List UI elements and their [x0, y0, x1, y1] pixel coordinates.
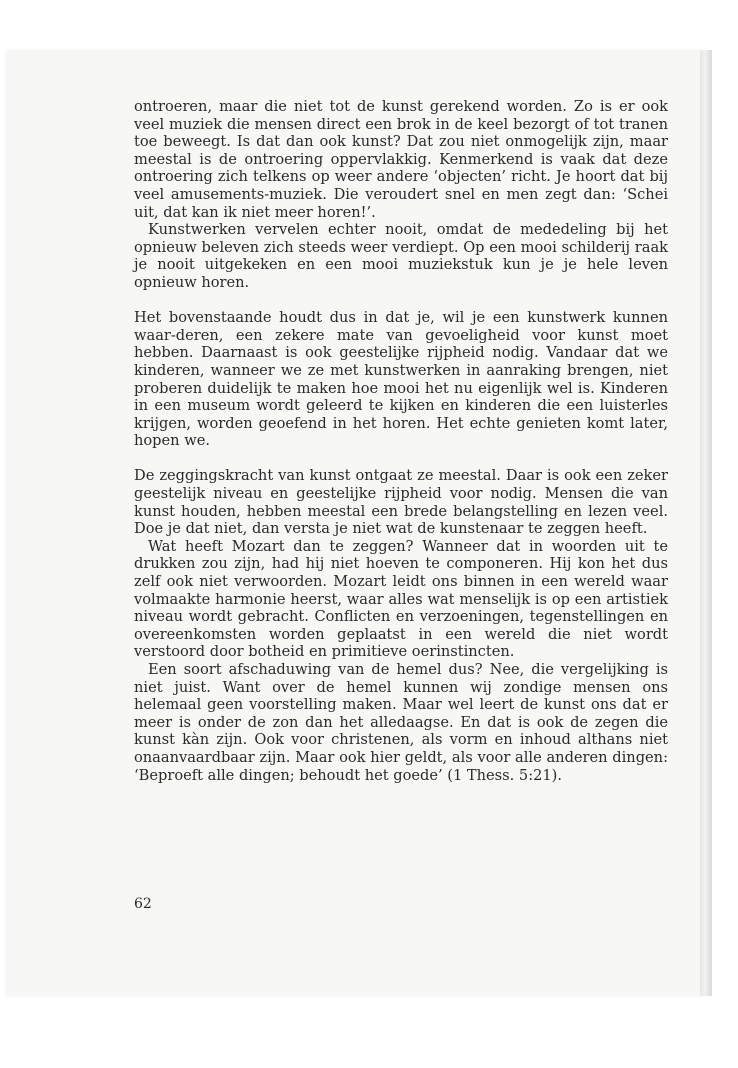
body-text	[134, 98, 668, 784]
paragraph: De zeggingskracht van kunst ontgaat ze meestal. Daar is ook een zeker geestelijk niveau en geestelijke rijpheid voor nodig. Mensen die van kunst houden, hebben meestal een brede belangstelling en lezen veel. Doe je dat niet, dan versta je niet wat de kunstenaar te zeggen heeft.	[134, 467, 668, 538]
paragraph: Kunstwerken vervelen echter nooit, omdat de mededeling bij het opnieuw beleven zich steeds weer verdiept. Op een mooi schilderij raak je nooit uitgekeken en een mooi muziekstuk kun je je hele leven opnieuw horen.	[134, 221, 668, 291]
page-edge	[700, 50, 712, 996]
paragraph: Het bovenstaande houdt dus in dat je, wil je een kunstwerk kunnen waar-deren, een zekere mate van gevoeligheid voor kunst moet hebben. Daarnaast is ook geestelijke rijpheid nodig. Vandaar dat we kinderen, wanneer we ze met kunstwerken in aanraking brengen, niet proberen duidelijk te maken hoe mooi het nu eigenlijk wel is. Kinderen in een museum wordt geleerd te kijken en kinderen die een luisterles krijgen, worden geoefend in het horen. Het echte genieten komt later, hopen we.	[134, 309, 668, 450]
paragraph: Wat heeft Mozart dan te zeggen? Wanneer dat in woorden uit te drukken zou zijn, had hij niet hoeven te componeren. Hij kon het dus zelf ook niet verwoorden. Mozart leidt ons binnen in een wereld waar volmaakte harmonie heerst, waar alles wat menselijk is op een artistiek niveau wordt gebracht. Conflicten en verzoeningen, tegenstellingen en overeenkomsten worden geplaatst in een wereld die niet wordt verstoord door botheid en primitieve oerinstincten.	[134, 537, 668, 661]
paragraph: Een soort afschaduwing van de hemel dus? Nee, die vergelijking is niet juist. Want over de hemel kunnen wij zondige mensen ons helemaal geen voorstelling maken. Maar wel leert de kunst ons dat er meer is onder de zon dan het alledaagse. En dat is ook de zegen die kunst kàn zijn. Ook voor christenen, als vorm en inhoud althans niet onaanvaardbaar zijn. Maar ook hier geldt, als voor alle anderen dingen: ‘Beproeft alle dingen; behoudt het goede’ (1 Thess. 5:21).	[134, 661, 668, 784]
page-number: 62	[134, 896, 152, 912]
paragraph: ontroeren, maar die niet tot de kunst gerekend worden. Zo is er ook veel muziek die mensen direct een brok in de keel bezorgt of tot tranen toe beweegt. Is dat dan ook kunst? Dat zou niet onmogelijk zijn, maar meestal is de ontroering oppervlakkig. Kenmerkend is vaak dat deze ontroering zich telkens op weer andere ‘objecten’ richt. Je hoort dat bij veel amusements-muziek. Die veroudert snel en men zegt dan: ‘Schei uit, dat kan ik niet meer horen!’.	[134, 98, 668, 221]
